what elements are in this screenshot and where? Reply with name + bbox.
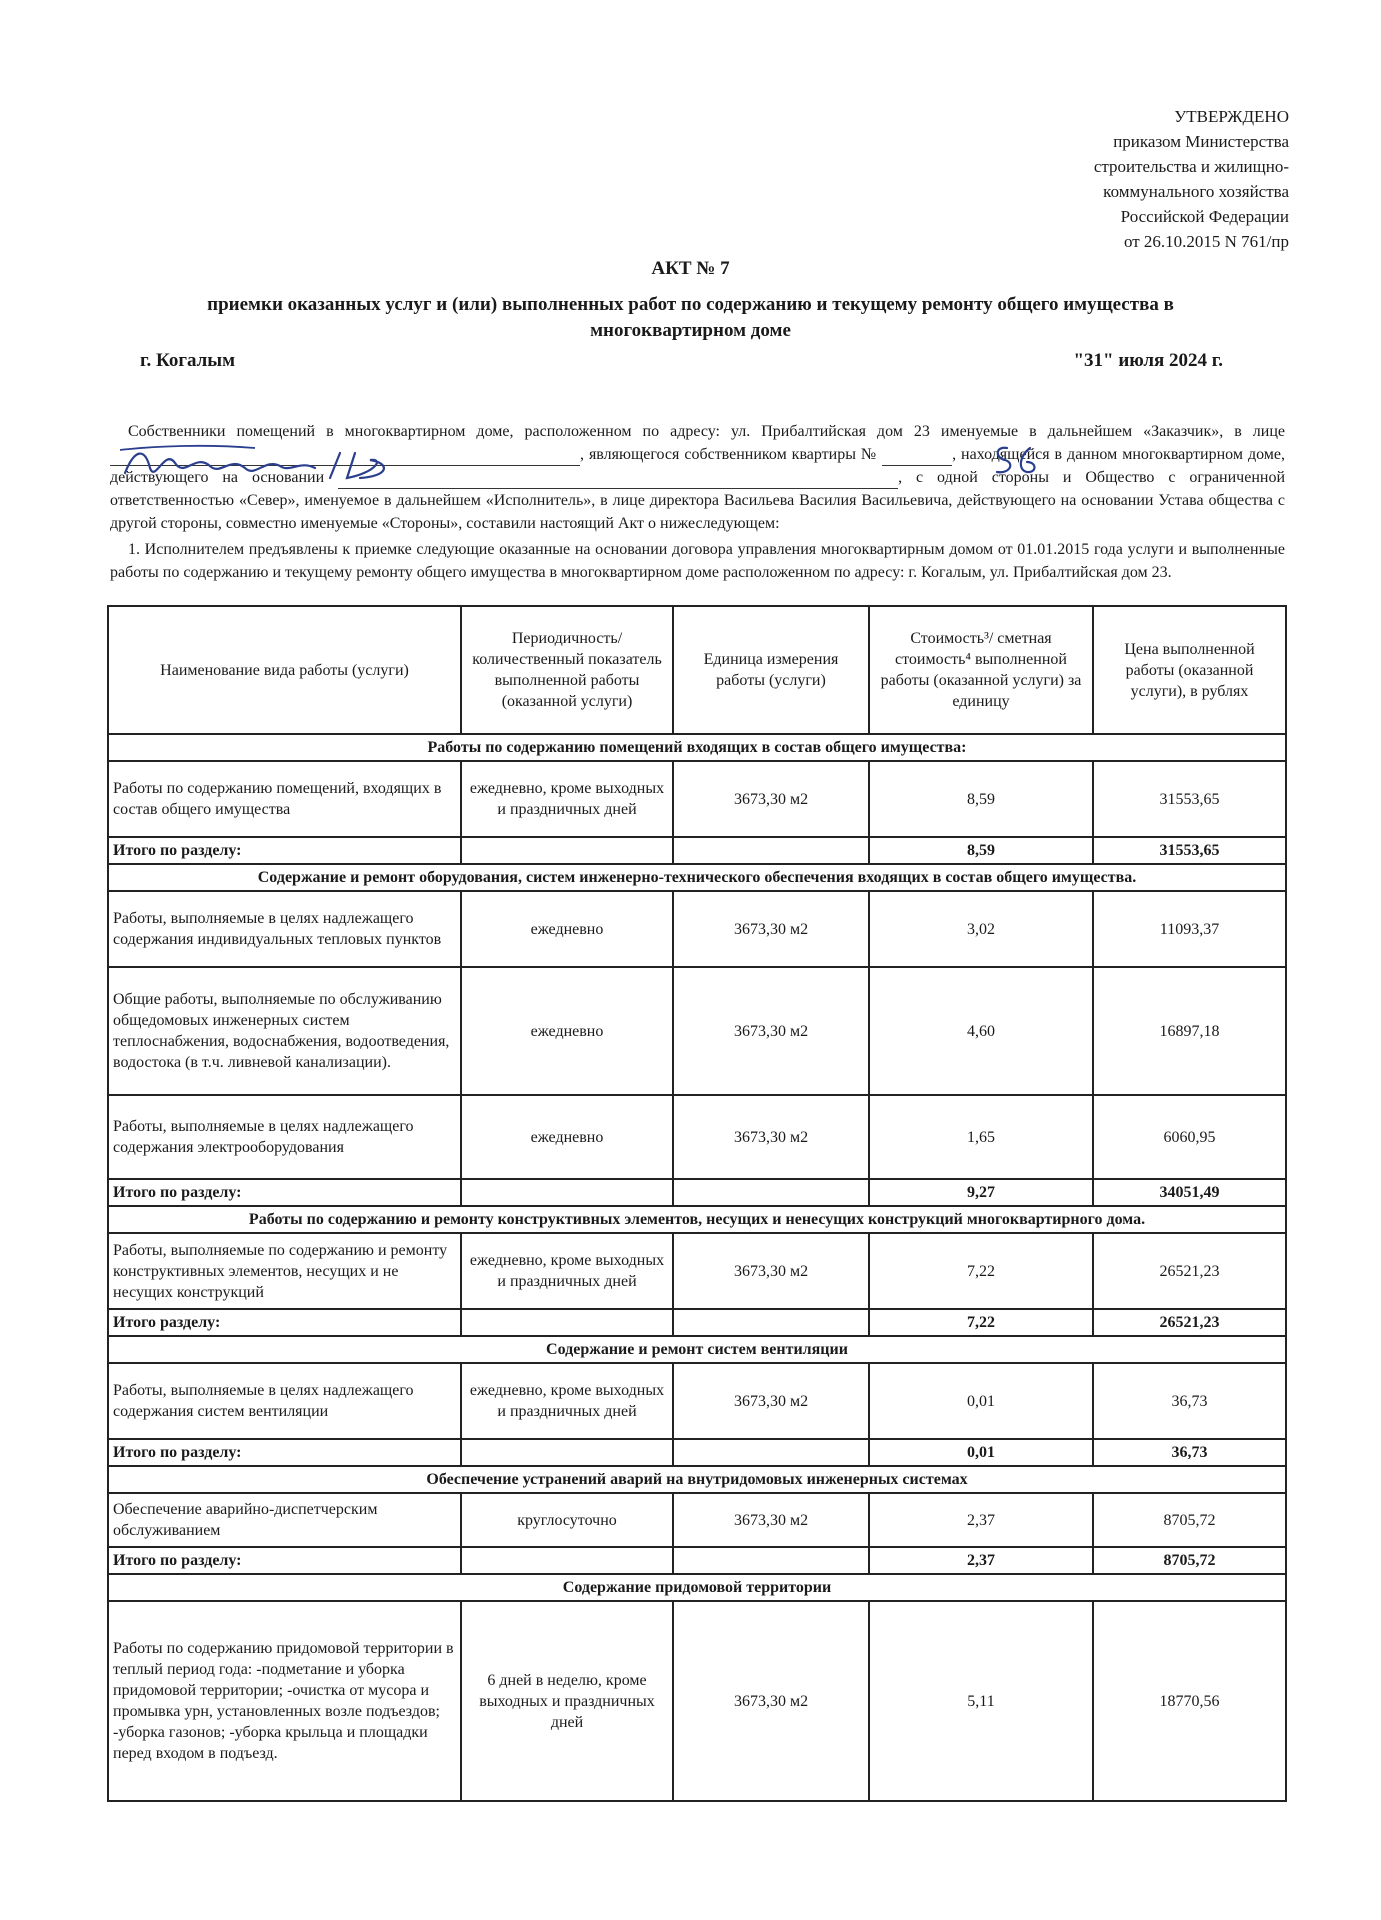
total-label: Итого по разделу: bbox=[108, 1439, 461, 1466]
cell-name: Обеспечение аварийно-диспетчерским обслуживанием bbox=[108, 1493, 461, 1547]
section-title-row: Работы по содержанию и ремонту конструктивных элементов, несущих и ненесущих конструкций многоквартирного дома. bbox=[108, 1206, 1286, 1233]
header-price: Цена выполненной работы (оказанной услуги), в рублях bbox=[1093, 606, 1286, 734]
total-price: 36,73 bbox=[1093, 1439, 1286, 1466]
intro-text-a: Собственники помещений в многоквартирном доме, расположенном по адресу: ул. Прибалтийская дом 23 именуемые в дальнейшем «Заказчик», в лице bbox=[128, 423, 1285, 440]
approval-stamp-block bbox=[989, 104, 1289, 254]
cell-name: Работы по содержанию придомовой территории в теплый период года: -подметание и уборка придомовой территории; -очистка от мусора и промывка урн, установленных возле подъездов; -уборка газонов; -уборка крыльца и площадки перед входом в подъезд. bbox=[108, 1601, 461, 1801]
cell-unit: 3673,30 м2 bbox=[673, 1601, 869, 1801]
header-period: Периодичность/ количественный показатель выполненной работы (оказанной услуги) bbox=[461, 606, 673, 734]
intro-paragraph-2: 1. Исполнителем предъявлены к приемке следующие оказанные на основании договора управления многоквартирным домом от 01.01.2015 года услуги и выполненные работы по содержанию и текущему ремонту общего имущества в многоквартирном доме расположенном по адресу: г. Когалым, ул. Прибалтийская дом 23. bbox=[110, 541, 1285, 581]
total-price: 8705,72 bbox=[1093, 1547, 1286, 1574]
approved-line: УТВЕРЖДЕНО bbox=[1174, 107, 1289, 126]
act-date: "31" июля 2024 г. bbox=[1073, 350, 1223, 371]
cell-period: ежедневно, кроме выходных и праздничных дней bbox=[461, 1363, 673, 1439]
cell-period: ежедневно, кроме выходных и праздничных дней bbox=[461, 761, 673, 837]
header-name: Наименование вида работы (услуги) bbox=[108, 606, 461, 734]
cell-name: Работы, выполняемые по содержанию и ремонту конструктивных элементов, несущих и не несущих конструкций bbox=[108, 1233, 461, 1309]
approved-line: приказом Министерства bbox=[1113, 132, 1289, 151]
handwritten-apartment-number bbox=[985, 440, 1055, 480]
total-label: Итого по разделу: bbox=[108, 1179, 461, 1206]
intro-text-b: , являющегося собственником квартиры № bbox=[580, 446, 878, 463]
section-title-row: Содержание и ремонт систем вентиляции bbox=[108, 1336, 1286, 1363]
cell-unit: 3673,30 м2 bbox=[673, 1363, 869, 1439]
table-row bbox=[108, 761, 1286, 837]
intro-text-d: , с одной стороны и Общество с ограниченной ответственностью «Север», именуемое в дальнейшем «Исполнитель», в лице директора Васильева Василия Васильевича, действующего на основании Устава общества с другой стороны, совместно именуемые «Стороны», составили настоящий Акт о нижеследующем: bbox=[110, 469, 1286, 532]
cell-price: 31553,65 bbox=[1093, 761, 1286, 837]
cell-cost: 3,02 bbox=[869, 891, 1093, 967]
cell-price: 6060,95 bbox=[1093, 1095, 1286, 1179]
apartment-blank bbox=[882, 447, 952, 466]
section-total-row bbox=[108, 1439, 1286, 1466]
table-row bbox=[108, 1493, 1286, 1547]
act-city: г. Когалым bbox=[140, 350, 236, 371]
cell-period: круглосуточно bbox=[461, 1493, 673, 1547]
section-total-row bbox=[108, 837, 1286, 864]
total-label: Итого по разделу: bbox=[108, 837, 461, 864]
total-label: Итого разделу: bbox=[108, 1309, 461, 1336]
section-total-row bbox=[108, 1179, 1286, 1206]
table-row bbox=[108, 967, 1286, 1095]
cell-unit: 3673,30 м2 bbox=[673, 1493, 869, 1547]
cell-period: ежедневно, кроме выходных и праздничных дней bbox=[461, 1233, 673, 1309]
approved-line: Российской Федерации bbox=[1120, 207, 1289, 226]
section-total-row bbox=[108, 1547, 1286, 1574]
cell-price: 36,73 bbox=[1093, 1363, 1286, 1439]
section-title-row: Содержание придомовой территории bbox=[108, 1574, 1286, 1601]
cell-period: ежедневно bbox=[461, 891, 673, 967]
approved-line: коммунального хозяйства bbox=[1103, 182, 1289, 201]
cell-cost: 8,59 bbox=[869, 761, 1093, 837]
header-cost: Стоимость³/ сметная стоимость⁴ выполненной работы (оказанной услуги) за единицу bbox=[869, 606, 1093, 734]
act-subtitle: приемки оказанных услуг и (или) выполненных работ по содержанию и текущему ремонту общего имущества в многоквартирном доме bbox=[207, 294, 1174, 341]
section-total-row bbox=[108, 1309, 1286, 1336]
cell-cost: 7,22 bbox=[869, 1233, 1093, 1309]
cell-unit: 3673,30 м2 bbox=[673, 1095, 869, 1179]
section-title-row: Содержание и ремонт оборудования, систем инженерно-технического обеспечения входящих в состав общего имущества. bbox=[108, 864, 1286, 891]
cell-cost: 1,65 bbox=[869, 1095, 1093, 1179]
cell-unit: 3673,30 м2 bbox=[673, 761, 869, 837]
cell-cost: 4,60 bbox=[869, 967, 1093, 1095]
cell-period: 6 дней в неделю, кроме выходных и праздничных дней bbox=[461, 1601, 673, 1801]
cell-unit: 3673,30 м2 bbox=[673, 891, 869, 967]
table-row bbox=[108, 1363, 1286, 1439]
handwritten-name-signature bbox=[115, 438, 465, 488]
total-label: Итого по разделу: bbox=[108, 1547, 461, 1574]
total-price: 34051,49 bbox=[1093, 1179, 1286, 1206]
total-price: 26521,23 bbox=[1093, 1309, 1286, 1336]
act-title: АКТ № 7 bbox=[651, 258, 730, 279]
total-cost: 2,37 bbox=[869, 1547, 1093, 1574]
total-cost: 7,22 bbox=[869, 1309, 1093, 1336]
cell-price: 11093,37 bbox=[1093, 891, 1286, 967]
cell-cost: 5,11 bbox=[869, 1601, 1093, 1801]
cell-name: Общие работы, выполняемые по обслуживанию общедомовых инженерных систем теплоснабжения, водоснабжения, водоотведения, водостока (в т.ч. ливневой канализации). bbox=[108, 967, 461, 1095]
intro-text-c: , находящейся в данном многоквартирном доме, действующего на основании bbox=[110, 446, 1286, 486]
approved-line: строительства и жилищно- bbox=[1093, 157, 1289, 176]
table-header-row bbox=[108, 606, 1286, 734]
cell-price: 16897,18 bbox=[1093, 967, 1286, 1095]
works-table bbox=[107, 605, 1287, 1802]
total-cost: 0,01 bbox=[869, 1439, 1093, 1466]
table-row bbox=[108, 1095, 1286, 1179]
cell-name: Работы, выполняемые в целях надлежащего содержания систем вентиляции bbox=[108, 1363, 461, 1439]
header-unit: Единица измерения работы (услуги) bbox=[673, 606, 869, 734]
cell-cost: 0,01 bbox=[869, 1363, 1093, 1439]
total-price: 31553,65 bbox=[1093, 837, 1286, 864]
table-row bbox=[108, 891, 1286, 967]
table-row bbox=[108, 1233, 1286, 1309]
cell-cost: 2,37 bbox=[869, 1493, 1093, 1547]
cell-period: ежедневно bbox=[461, 1095, 673, 1179]
total-cost: 9,27 bbox=[869, 1179, 1093, 1206]
section-title-row: Обеспечение устранений аварий на внутридомовых инженерных системах bbox=[108, 1466, 1286, 1493]
approved-line: от 26.10.2015 N 761/пр bbox=[1123, 232, 1289, 251]
section-title-row: Работы по содержанию помещений входящих в состав общего имущества: bbox=[108, 734, 1286, 761]
cell-name: Работы, выполняемые в целях надлежащего содержания электрооборудования bbox=[108, 1095, 461, 1179]
cell-unit: 3673,30 м2 bbox=[673, 1233, 869, 1309]
cell-name: Работы по содержанию помещений, входящих в состав общего имущества bbox=[108, 761, 461, 837]
cell-unit: 3673,30 м2 bbox=[673, 967, 869, 1095]
table-row bbox=[108, 1601, 1286, 1801]
cell-price: 8705,72 bbox=[1093, 1493, 1286, 1547]
cell-price: 18770,56 bbox=[1093, 1601, 1286, 1801]
cell-period: ежедневно bbox=[461, 967, 673, 1095]
total-cost: 8,59 bbox=[869, 837, 1093, 864]
cell-name: Работы, выполняемые в целях надлежащего содержания индивидуальных тепловых пунктов bbox=[108, 891, 461, 967]
cell-price: 26521,23 bbox=[1093, 1233, 1286, 1309]
